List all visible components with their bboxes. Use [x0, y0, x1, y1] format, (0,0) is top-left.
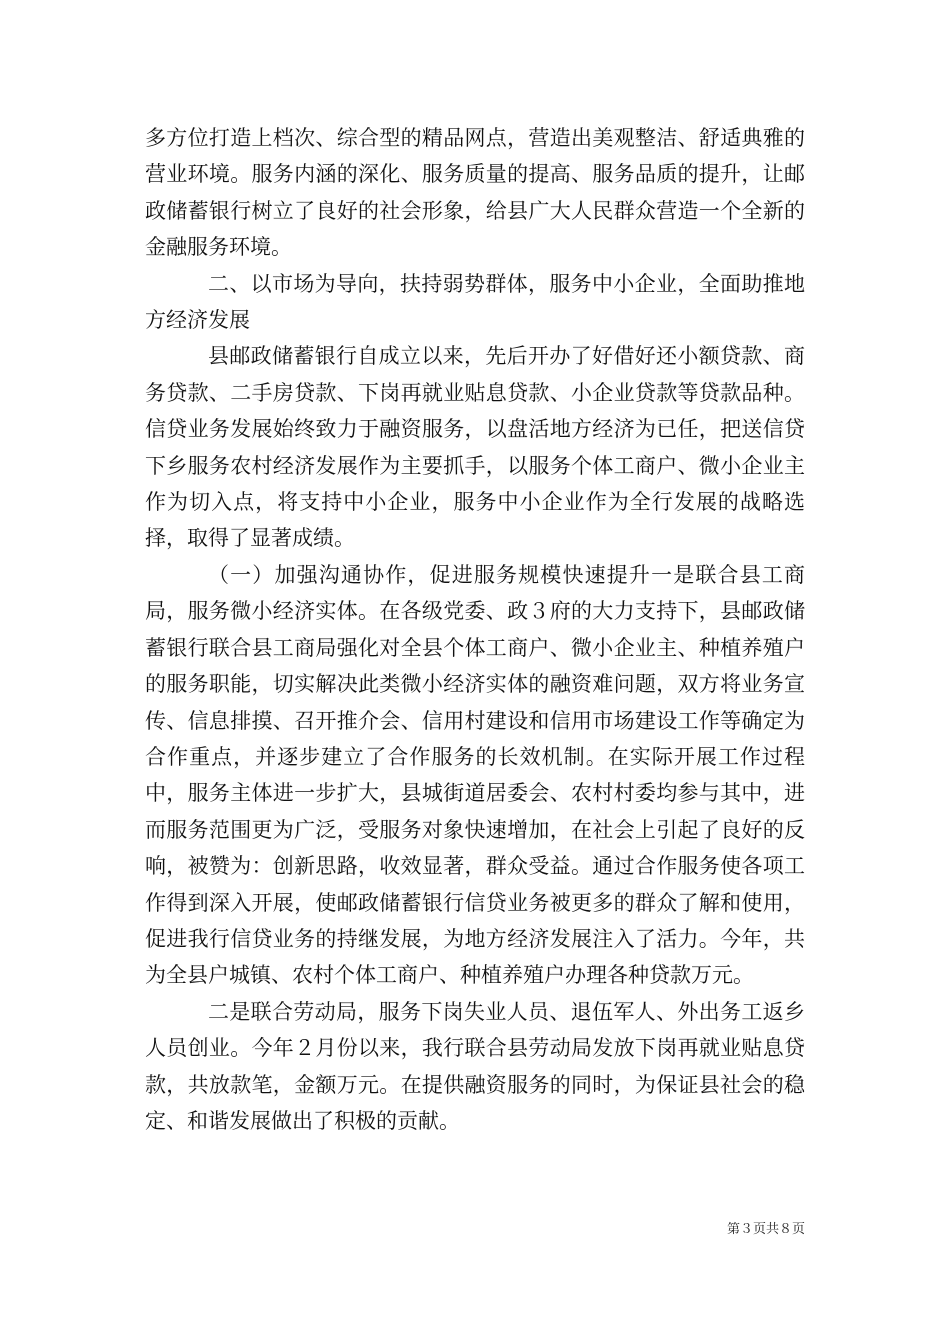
paragraph: 二是联合劳动局，服务下岗失业人员、退伍军人、外出务工返乡人员创业。今年２月份以来，我行联合县劳动局发放下岗再就业贴息贷款，共放款笔，金额万元。在提供融资服务的同时，为保证县社会的稳定、和谐发展做出了积极的贡献。 — [145, 999, 805, 1133]
paragraph: （一）加强沟通协作，促进服务规模快速提升一是联合县工商局，服务微小经济实体。在各级党委、政３府的大力支持下，县邮政储蓄银行联合县工商局强化对全县个体工商户、微小企业主、种植养殖户的服务职能，切实解决此类微小经济实体的融资难问题，双方将业务宣传、信息排摸、召开推介会、信用村建设和信用市场建设工作等确定为合作重点，并逐步建立了合作服务的长效机制。在实际开展工作过程中，服务主体进一步扩大，县城街道居委会、农村村委均参与其中，进而服务范围更为广泛，受服务对象快速增加，在社会上引起了良好的反响，被赞为：创新思路，收效显著，群众受益。通过合作服务使各项工作得到深入开展，使邮政储蓄银行信贷业务被更多的群众了解和使用，促进我行信贷业务的持继发展，为地方经济发展注入了活力。今年，共为全县户城镇、农村个体工商户、种植养殖户办理各种贷款万元。 — [145, 562, 805, 988]
paragraph: 县邮政储蓄银行自成立以来，先后开办了好借好还小额贷款、商务贷款、二手房贷款、下岗再就业贴息贷款、小企业贷款等贷款品种。信贷业务发展始终致力于融资服务，以盘活地方经济为已任，把送信贷下乡服务农村经济发展作为主要抓手，以服务个体工商户、微小企业主作为切入点，将支持中小企业，服务中小企业作为全行发展的战略选择，取得了显著成绩。 — [145, 344, 805, 551]
document-body — [145, 120, 805, 1139]
section-heading: 二、以市场为导向，扶持弱势群体，服务中小企业，全面助推地方经济发展 — [145, 271, 805, 333]
paragraph-continuation: 多方位打造上档次、综合型的精品网点，营造出美观整洁、舒适典雅的营业环境。服务内涵的深化、服务质量的提高、服务品质的提升，让邮政储蓄银行树立了良好的社会形象，给县广大人民群众营造一个全新的金融服务环境。 — [145, 126, 805, 260]
page-number: 第３页共８页 — [726, 1222, 805, 1237]
